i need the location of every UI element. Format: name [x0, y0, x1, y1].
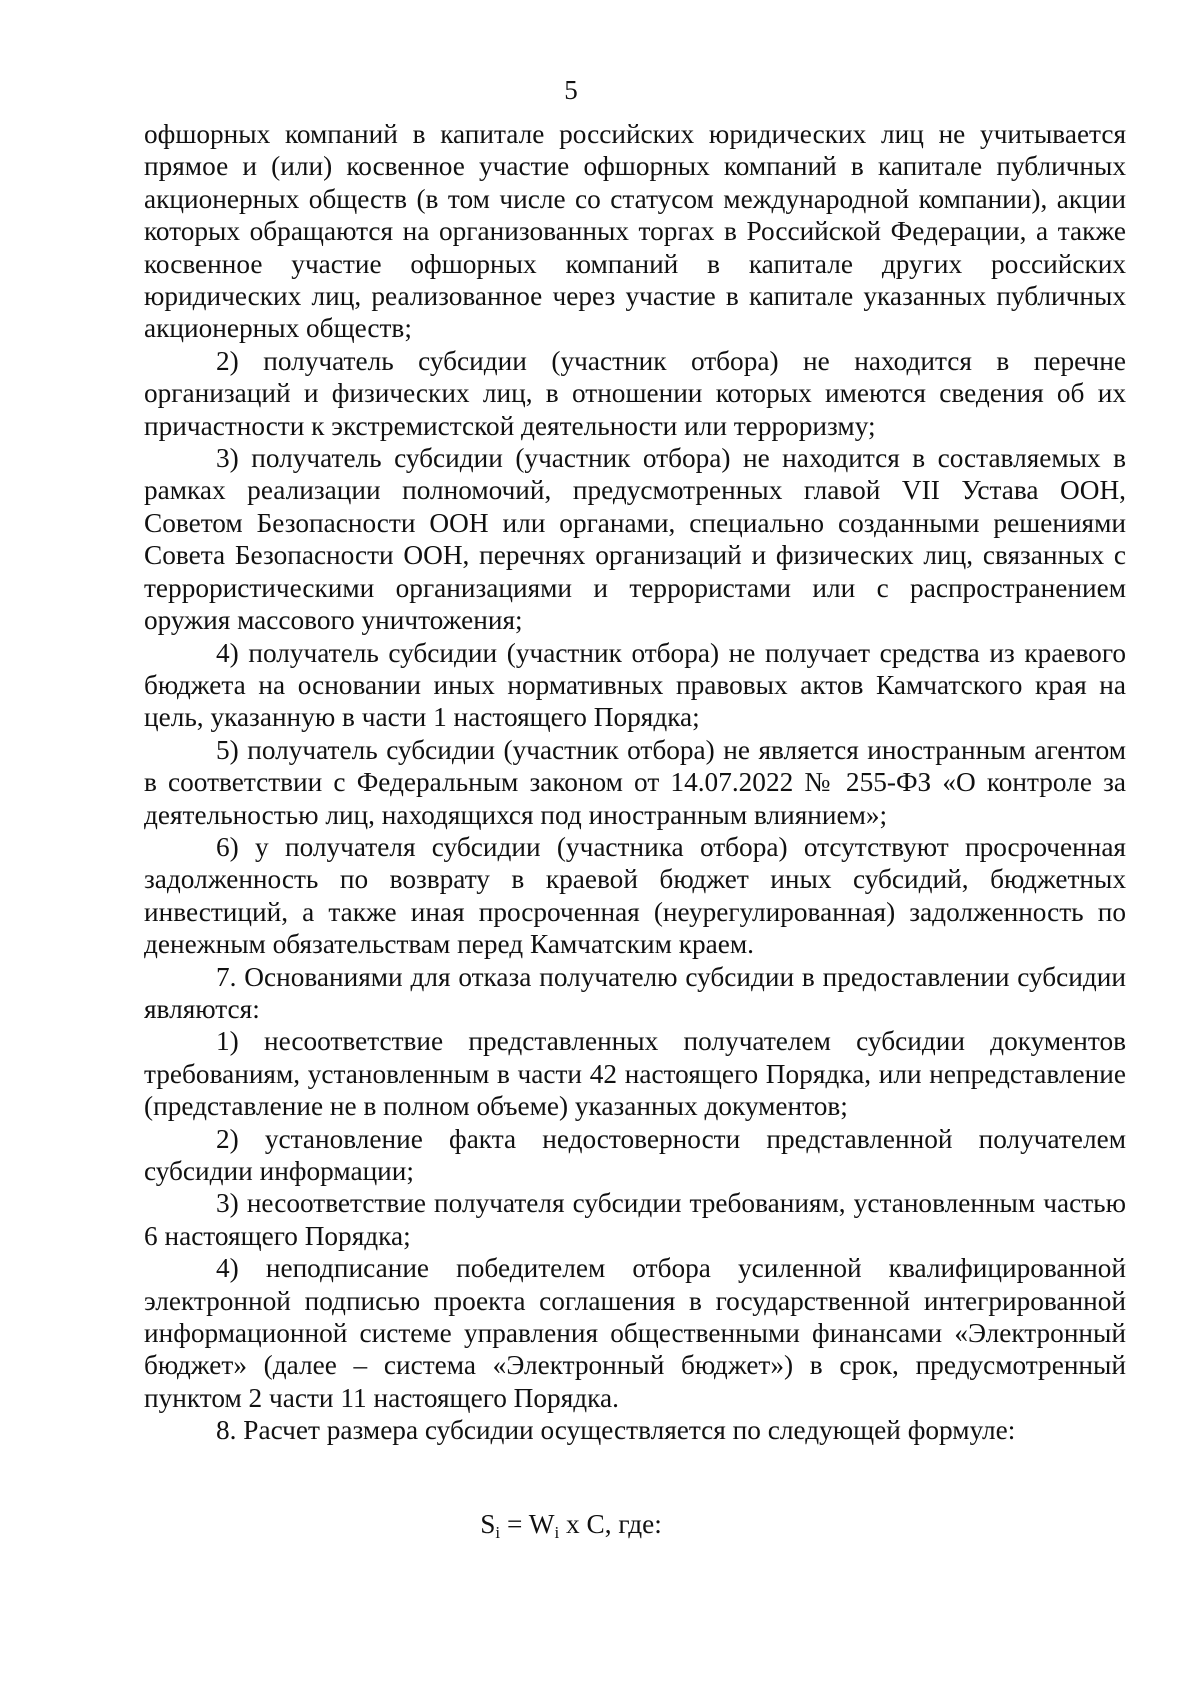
- formula-w: W: [528, 1509, 555, 1539]
- paragraph-item-6-debt: 6) у получателя субсидии (участника отбора) отсутствуют просроченная задолженность по возврату в краевой бюджет иных субсидий, бюджетных инвестиций, а также иная просроченная (неурегулированная) задолженность по денежным обязательствам перед Камчатским краем.: [144, 831, 1126, 960]
- paragraph-item-2-extremism: 2) получатель субсидии (участник отбора) не находится в перечне организаций и физических лиц, в отношении которых имеются сведения об их причастности к экстремистской деятельности или терроризму;: [144, 345, 1126, 441]
- formula-rest: x C, где:: [559, 1509, 662, 1539]
- paragraph-refusal-item-3: 3) несоответствие получателя субсидии требованиям, установленным частью 6 настоящего Порядка;: [144, 1188, 1126, 1251]
- paragraph-section-8-formula-intro: 8. Расчет размера субсидии осуществляется по следующей формуле:: [216, 1415, 1016, 1446]
- paragraph-section-7-refusal: 7. Основаниями для отказа получателю субсидии в предоставлении субсидии являются:: [144, 961, 1126, 1024]
- formula-equals: =: [500, 1509, 529, 1539]
- formula-s-subscript: i: [495, 1523, 501, 1542]
- paragraph-refusal-item-2: 2) установление факта недостоверности представленной получателем субсидии информации;: [144, 1123, 1126, 1186]
- paragraph-refusal-item-4: 4) неподписание победителем отбора усиленной квалифицированной электронной подписью проекта соглашения в государственной интегрированной информационной системе управления общественными финансами «Электронный бюджет» (далее – система «Электронный бюджет») в срок, предусмотренный пунктом 2 части 11 настоящего Порядка.: [144, 1253, 1126, 1413]
- paragraph-item-4-budget-funds: 4) получатель субсидии (участник отбора) не получает средства из краевого бюджета на основании иных нормативных правовых актов Камчатского края на цель, указанную в части 1 настоящего Порядка;: [144, 637, 1126, 733]
- paragraph-offshore-continuation: офшорных компаний в капитале российских юридических лиц не учитывается прямое и (или) косвенное участие офшорных компаний в капитале публичных акционерных обществ (в том числе со статусом международной компании), акции которых обращаются на организованных торгах в Российской Федерации, а также косвенное участие офшорных компаний в капитале других российских юридических лиц, реализованное через участие в капитале указанных публичных акционерных обществ;: [144, 119, 1126, 344]
- paragraph-item-3-un-lists: 3) получатель субсидии (участник отбора) не находится в составляемых в рамках реализации полномочий, предусмотренных главой VII Устава ООН, Советом Безопасности ООН или органами, специально созданными решениями Совета Безопасности ООН, перечнях организаций и физических лиц, связанных с террористическими организациями и террористами или с распространением оружия массового уничтожения;: [144, 443, 1126, 636]
- formula-s: S: [480, 1509, 496, 1539]
- formula-w-subscript: i: [554, 1523, 560, 1542]
- paragraph-item-5-foreign-agent: 5) получатель субсидии (участник отбора) не является иностранным агентом в соответствии с Федеральным законом от 14.07.2022 № 255-ФЗ «О контроле за деятельностью лиц, находящихся под иностранным влиянием»;: [144, 734, 1126, 830]
- page-number: 5: [564, 75, 578, 105]
- subsidy-formula: [0, 1508, 1142, 1540]
- paragraph-refusal-item-1: 1) несоответствие представленных получателем субсидии документов требованиям, установленным в части 42 настоящего Порядка, или непредставление (представление не в полном объеме) указанных документов;: [144, 1026, 1126, 1122]
- document-body: [144, 118, 1126, 1447]
